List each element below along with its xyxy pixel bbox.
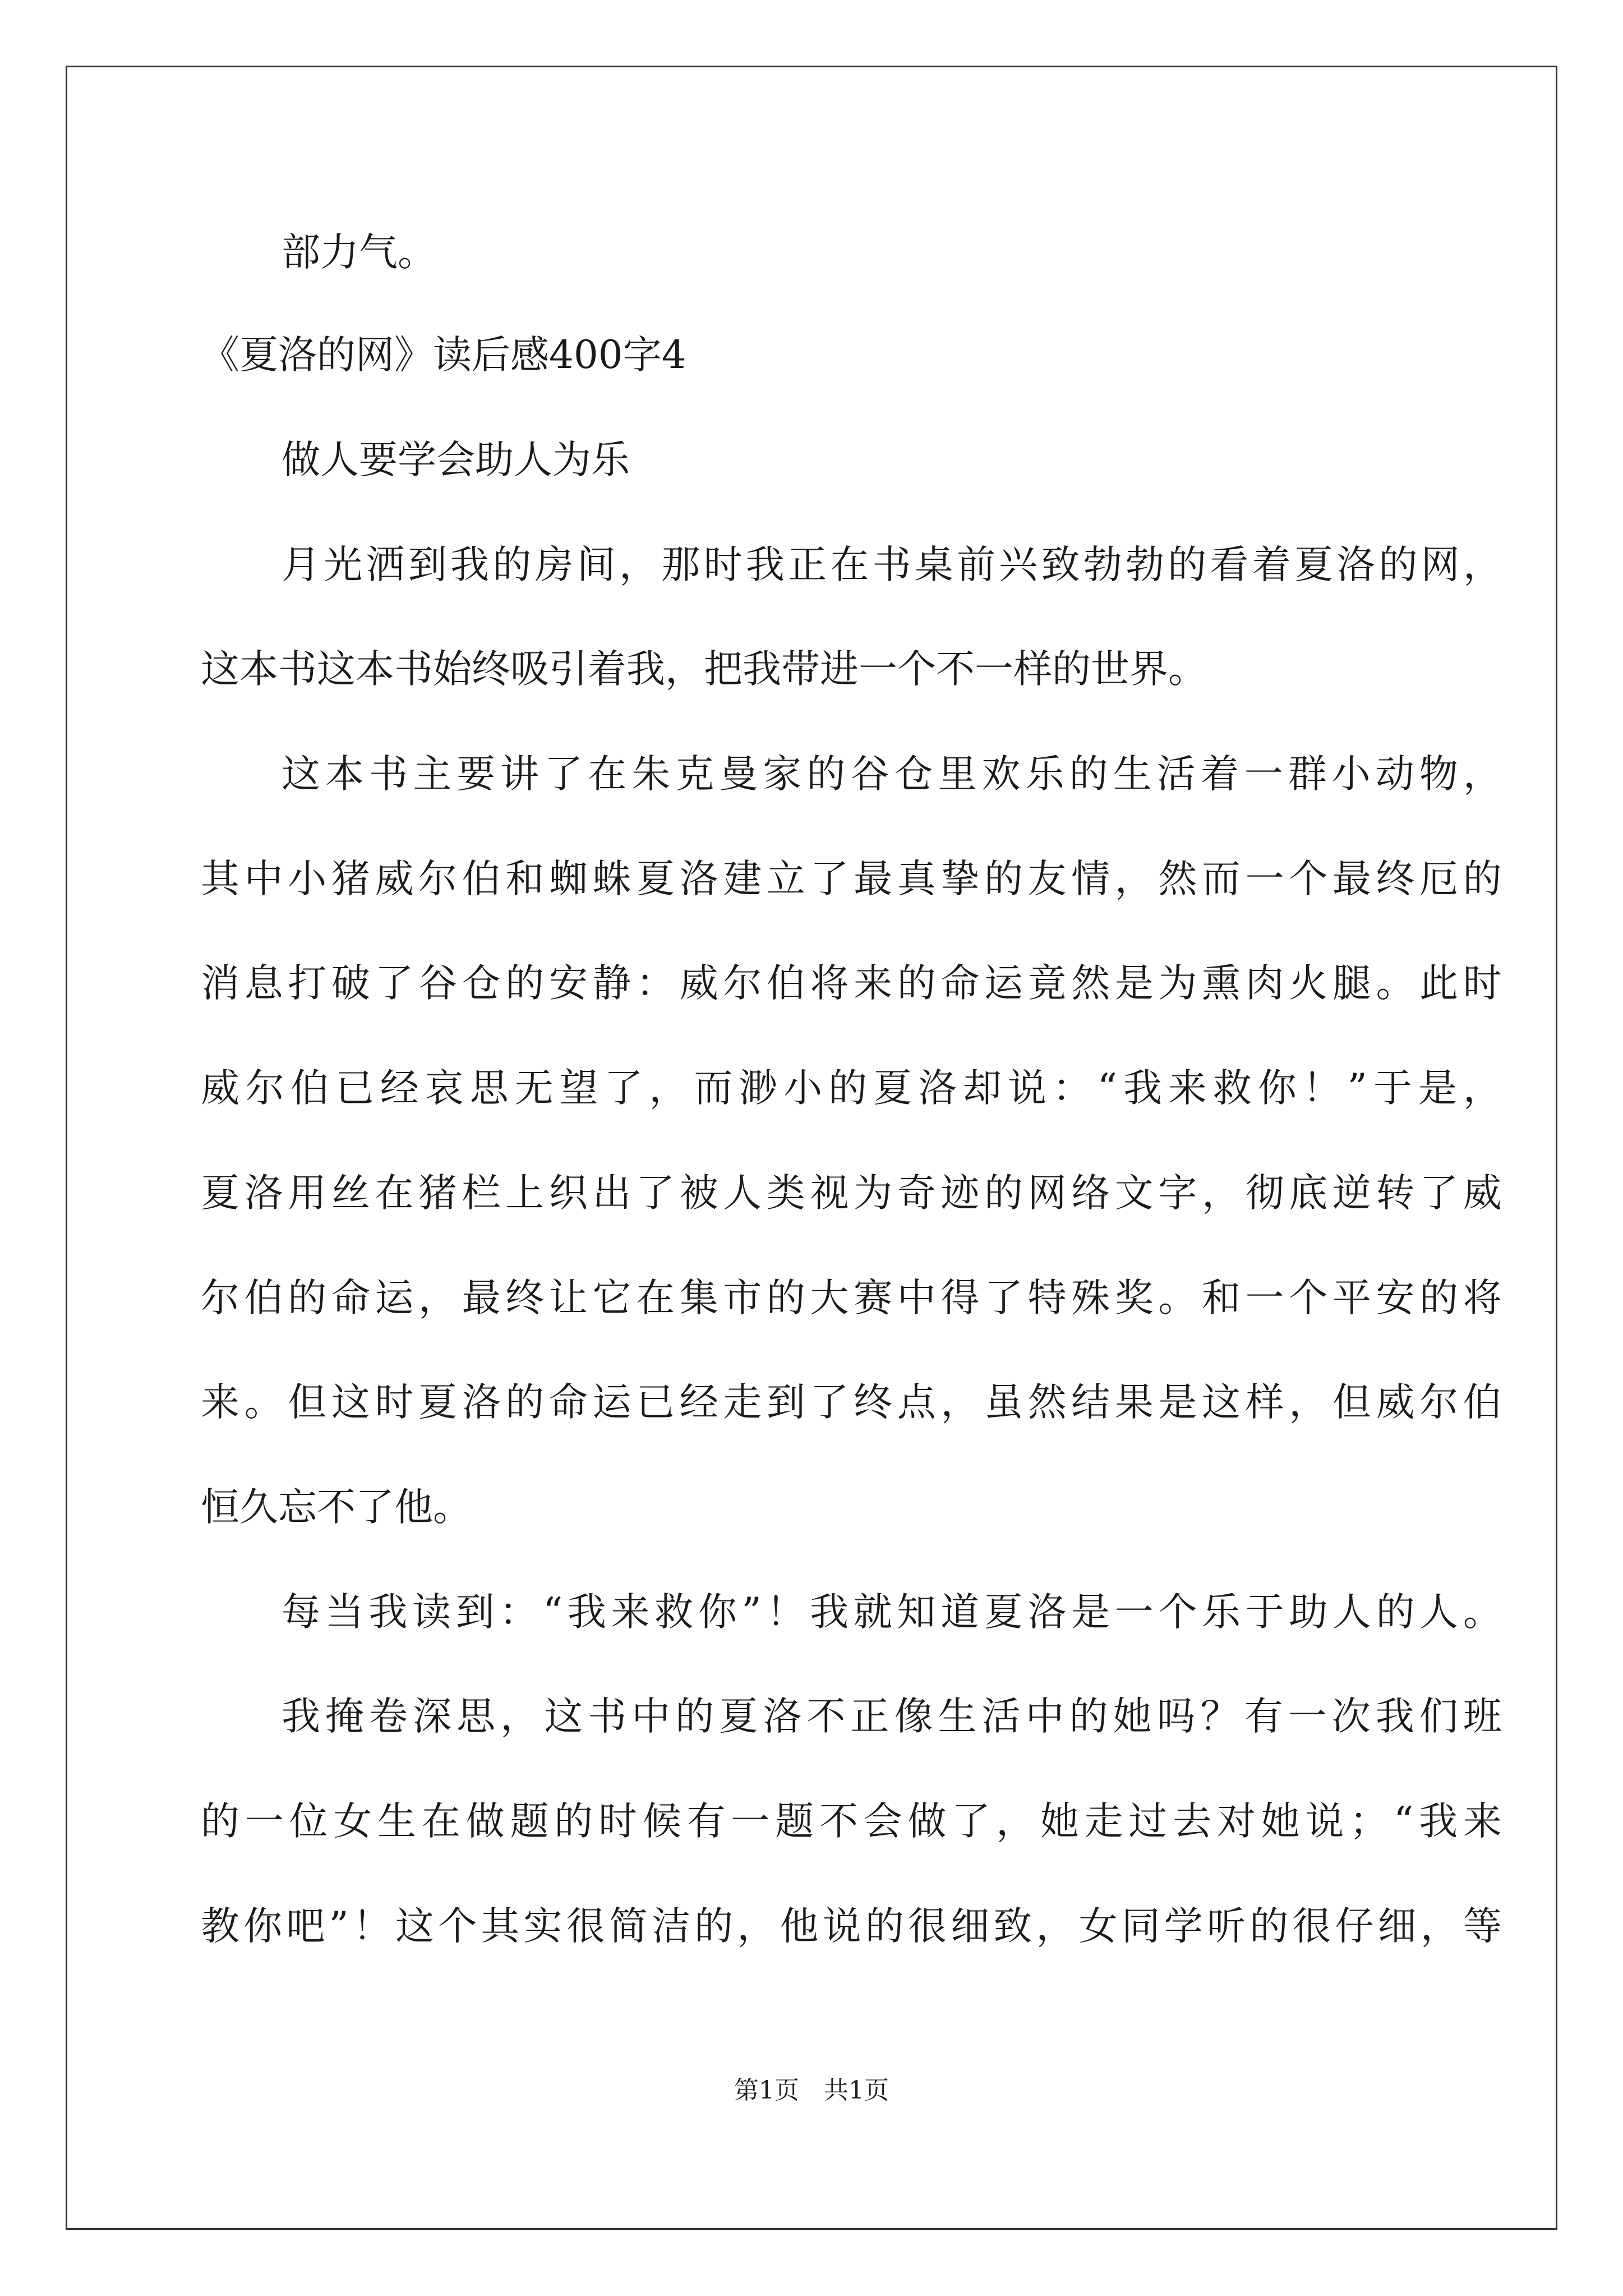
paragraph-line: 其 中 小 猪 威 尔 伯 和 蜘 蛛 夏 洛 建 立 了 最 真 挚 的 友 情 ， 然 而 一 个 最 终 厄 的 (201, 857, 1502, 901)
paragraph-line: 夏 洛 用 丝 在 猪 栏 上 织 出 了 被 人 类 视 为 奇 迹 的 网 络 文 字 ， 彻 底 逆 转 了 威 (201, 1171, 1502, 1216)
paragraph-line: 每 当 我 读 到 ： “ 我 来 救 你 ” ！ 我 就 知 道 夏 洛 是 一 个 乐 于 助 人 的 人 。 (282, 1590, 1502, 1635)
paragraph-line: 教 你 吧 ” ！ 这 个 其 实 很 简 洁 的 ， 他 说 的 很 细 致 ， 女 同 学 听 的 很 仔 细 ， 等 (201, 1904, 1502, 1949)
essay-title: 做人要学会助人为乐 (282, 438, 630, 482)
paragraph-line: 消 息 打 破 了 谷 仓 的 安 静 ： 威 尔 伯 将 来 的 命 运 竟 然 是 为 熏 肉 火 腿 。 此 时 (201, 961, 1502, 1006)
paragraph-line: 来 。 但 这 时 夏 洛 的 命 运 已 经 走 到 了 终 点 ， 虽 然 结 果 是 这 样 ， 但 威 尔 伯 (201, 1380, 1502, 1425)
paragraph-line: 月 光 洒 到 我 的 房 间 ， 那 时 我 正 在 书 桌 前 兴 致 勃 勃 的 看 着 夏 洛 的 网 ， (282, 542, 1502, 587)
paragraph-line: 的 一 位 女 生 在 做 题 的 时 候 有 一 题 不 会 做 了 ， 她 走 过 去 对 她 说 ； “ 我 来 (201, 1799, 1502, 1844)
paragraph-line: 这本书这本书始终吸引着我，把我带进一个不一样的世界。 (201, 647, 1207, 692)
paragraph-line: 这 本 书 主 要 讲 了 在 朱 克 曼 家 的 谷 仓 里 欢 乐 的 生 活 着 一 群 小 动 物 ， (282, 752, 1502, 797)
paragraph-line: 我 掩 卷 深 思 ， 这 书 中 的 夏 洛 不 正 像 生 活 中 的 她 吗 ？ 有 一 次 我 们 班 (282, 1694, 1502, 1739)
text-line-continuation: 部力气。 (282, 230, 436, 275)
page-number-footer: 第1页 共1页 (734, 2076, 889, 2105)
paragraph-line: 威 尔 伯 已 经 哀 思 无 望 了 ， 而 渺 小 的 夏 洛 却 说 ： “ 我 来 救 你 ！ ” 于 是 ， (201, 1066, 1502, 1111)
paragraph-line: 尔 伯 的 命 运 ， 最 终 让 它 在 集 市 的 大 赛 中 得 了 特 殊 奖 。 和 一 个 平 安 的 将 (201, 1276, 1502, 1320)
section-heading: 《夏洛的网》读后感400字4 (201, 333, 686, 378)
paragraph-line: 恒久忘不了他。 (201, 1485, 472, 1530)
